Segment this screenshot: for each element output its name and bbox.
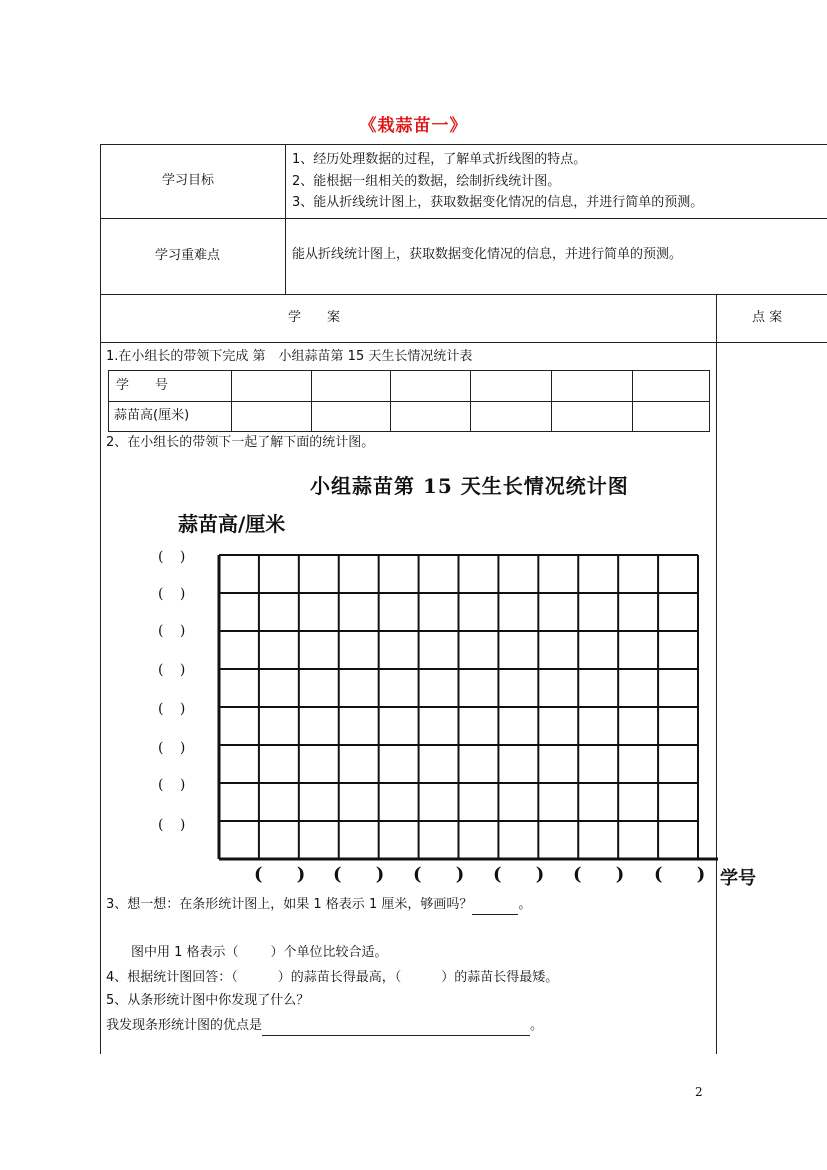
q5-answer-pre: 我发现条形统计图的优点是	[106, 1018, 263, 1033]
q4-mid: ）的蒜苗长得最高，（	[277, 970, 402, 985]
q3-unit-post: ）个单位比较合适。	[270, 945, 388, 960]
q3-question: 3、想一想：在条形统计图上，如果 1 格表示 1 厘米，够画吗？	[106, 897, 473, 912]
q5-answer-blank[interactable]	[262, 1019, 530, 1036]
x-tick-label: ( )	[333, 864, 399, 885]
key-points-text: 能从折线统计图上，获取数据变化情况的信息，并进行简单的预测。	[292, 247, 683, 262]
q3-answer-blank[interactable]	[472, 898, 518, 915]
q3-end-mark: 。	[518, 897, 532, 912]
goal-1: 1、经历处理数据的过程，了解单式折线图的特点。	[292, 152, 587, 167]
y-tick-label: ( )	[158, 740, 192, 756]
q4-pre: 4、根据统计图回答：（	[106, 970, 238, 985]
table-row-label-id: 学 号	[116, 378, 169, 393]
y-tick-label: ( )	[158, 623, 192, 639]
y-tick-label: ( )	[158, 549, 192, 565]
goals-label: 学习目标	[162, 173, 215, 188]
x-tick-label: ( )	[654, 864, 720, 885]
key-points-label: 学习重难点	[155, 248, 221, 263]
y-tick-label: ( )	[158, 586, 192, 602]
q2-text: 2、在小组长的带领下一起了解下面的统计图。	[106, 435, 375, 450]
page-number: 2	[695, 1085, 703, 1099]
chart-title: 小组蒜苗第 15 天生长情况统计图	[310, 474, 629, 498]
y-tick-label: ( )	[158, 662, 192, 678]
y-tick-label: ( )	[158, 701, 192, 717]
y-tick-label: ( )	[158, 817, 192, 833]
dianan-header: 点 案	[752, 310, 783, 325]
x-tick-label: ( )	[493, 864, 559, 885]
q3-unit-pre: 图中用 1 格表示（	[131, 945, 239, 960]
q3-text-b	[131, 943, 388, 963]
q4-post: ）的蒜苗长得最矮。	[441, 970, 559, 985]
y-tick-label: ( )	[158, 777, 192, 793]
q5-text: 5、从条形统计图中你发现了什么？	[106, 993, 310, 1008]
goal-3: 3、能从折线统计图上，获取数据变化情况的信息，并进行简单的预测。	[292, 195, 704, 210]
xuean-header: 学 案	[288, 310, 341, 325]
q5-answer	[106, 1016, 543, 1036]
table-row-label-height: 蒜苗高(厘米)	[114, 408, 190, 423]
q5-answer-post: 。	[530, 1018, 544, 1033]
q4-text	[106, 968, 558, 988]
x-tick-label: ( )	[413, 864, 479, 885]
chart-x-axis-label: 学号	[720, 868, 756, 889]
chart-y-axis-label: 蒜苗高/厘米	[178, 512, 286, 536]
page-title: 《栽蒜苗一》	[359, 116, 468, 136]
q3-text-a	[106, 895, 531, 915]
x-tick-label: ( )	[573, 864, 639, 885]
goal-2: 2、能根据一组相关的数据，绘制折线统计图。	[292, 174, 561, 189]
x-tick-label: ( )	[254, 864, 320, 885]
q1-text: 1.在小组长的带领下完成 第 小组蒜苗第 15 天生长情况统计表	[106, 349, 473, 364]
